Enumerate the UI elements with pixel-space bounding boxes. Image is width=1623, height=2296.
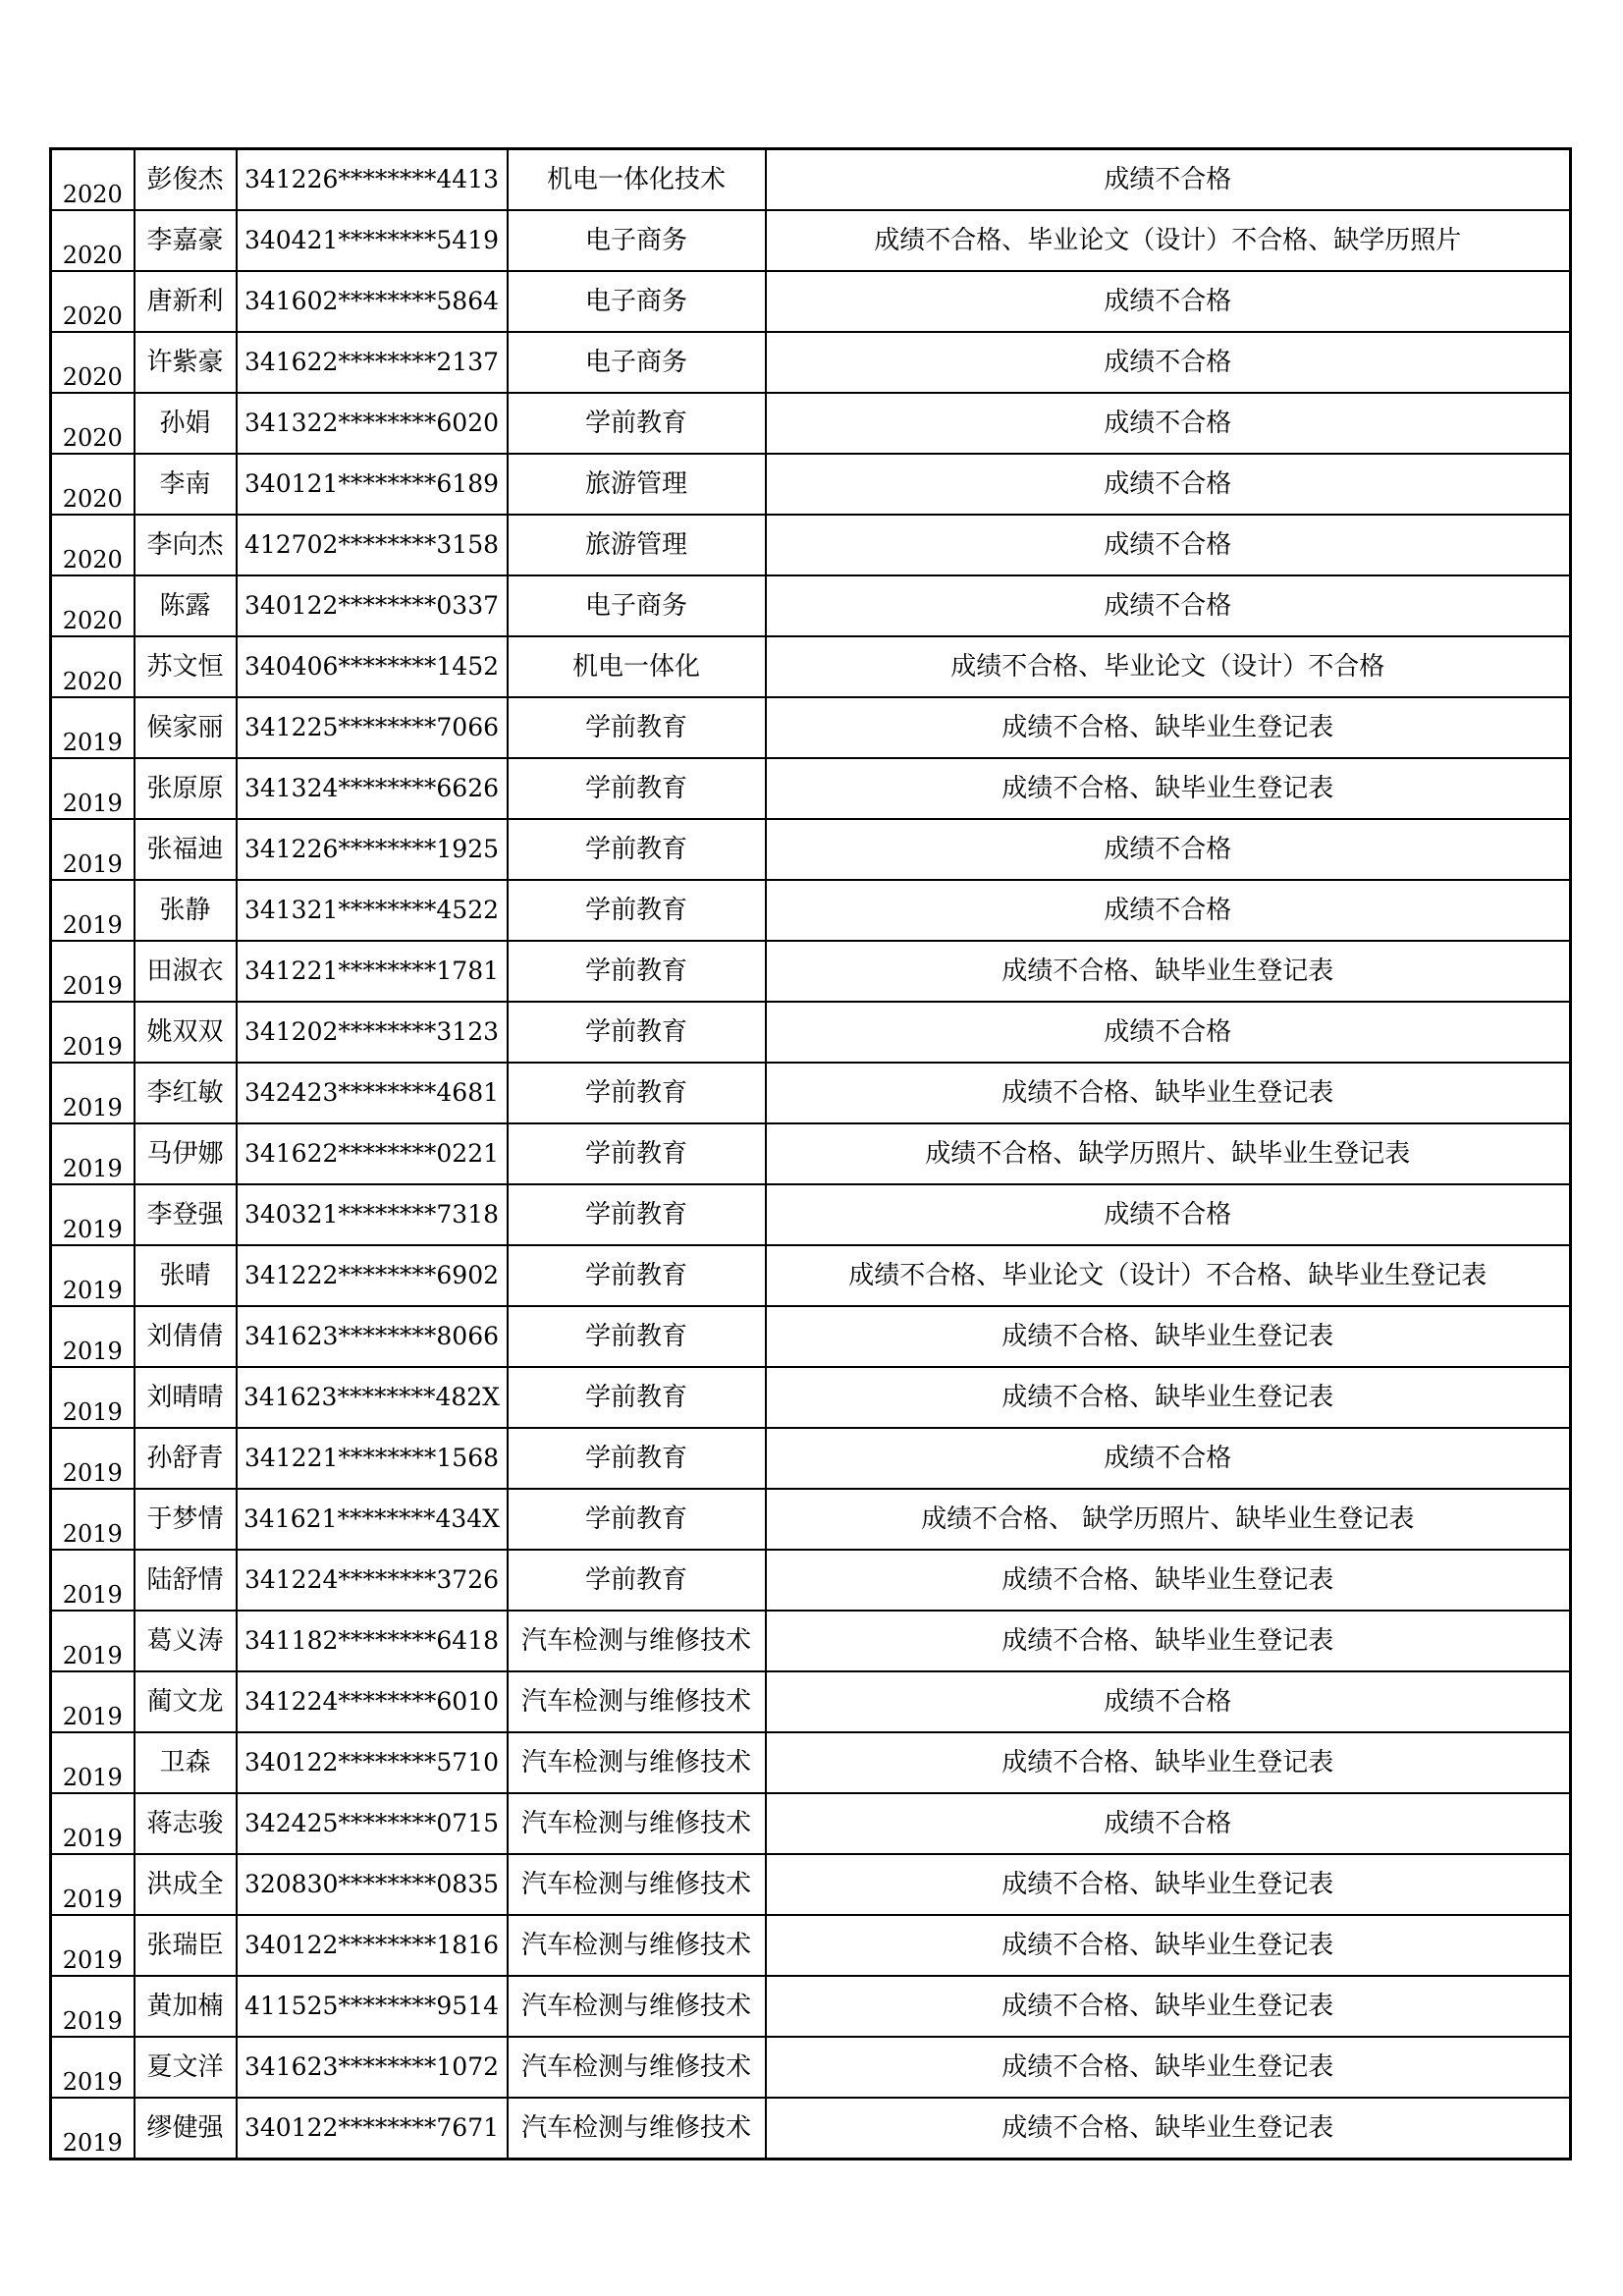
year-cell: 2019 [51,880,135,941]
reason-cell: 成绩不合格 [766,1671,1571,1732]
reason-cell: 成绩不合格、毕业论文（设计）不合格、缺学历照片 [766,210,1571,271]
id-number-cell: 340122********0337 [237,575,508,636]
table-row [51,1063,1571,1123]
year-cell: 2019 [51,1306,135,1367]
table-row [51,1245,1571,1306]
reason-cell: 成绩不合格、毕业论文（设计）不合格 [766,636,1571,697]
reason-cell: 成绩不合格、缺毕业生登记表 [766,1976,1571,2037]
id-number-cell: 341226********4413 [237,149,508,211]
reason-cell: 成绩不合格 [766,575,1571,636]
year-cell: 2019 [51,941,135,1002]
year-cell: 2019 [51,1245,135,1306]
id-number-cell: 341321********4522 [237,880,508,941]
id-number-cell: 341602********5864 [237,271,508,332]
id-number-cell: 320830********0835 [237,1854,508,1915]
name-cell: 李嘉豪 [135,210,237,271]
major-cell: 学前教育 [508,941,766,1002]
id-number-cell: 341622********0221 [237,1123,508,1184]
table-row [51,1367,1571,1428]
name-cell: 李登强 [135,1184,237,1245]
id-number-cell: 340122********5710 [237,1732,508,1793]
name-cell: 蒋志骏 [135,1793,237,1854]
table-row [51,941,1571,1002]
id-number-cell: 341224********3726 [237,1550,508,1611]
reason-cell: 成绩不合格、缺毕业生登记表 [766,1611,1571,1671]
year-cell: 2019 [51,1428,135,1489]
table-row [51,1123,1571,1184]
table-row [51,1854,1571,1915]
major-cell: 学前教育 [508,1123,766,1184]
major-cell: 汽车检测与维修技术 [508,2037,766,2098]
reason-cell: 成绩不合格、缺毕业生登记表 [766,1854,1571,1915]
id-number-cell: 340121********6189 [237,454,508,515]
major-cell: 电子商务 [508,271,766,332]
year-cell: 2019 [51,1611,135,1671]
reason-cell: 成绩不合格 [766,1184,1571,1245]
year-cell: 2019 [51,2037,135,2098]
table-row [51,210,1571,271]
table-row [51,697,1571,758]
major-cell: 学前教育 [508,758,766,819]
name-cell: 马伊娜 [135,1123,237,1184]
id-number-cell: 340122********1816 [237,1915,508,1976]
table-row [51,332,1571,393]
major-cell: 学前教育 [508,819,766,880]
major-cell: 学前教育 [508,1002,766,1063]
name-cell: 夏文洋 [135,2037,237,2098]
name-cell: 张晴 [135,1245,237,1306]
table-row [51,1671,1571,1732]
id-number-cell: 341324********6626 [237,758,508,819]
year-cell: 2020 [51,271,135,332]
year-cell: 2019 [51,1550,135,1611]
year-cell: 2019 [51,1793,135,1854]
id-number-cell: 342423********4681 [237,1063,508,1123]
table-row [51,1732,1571,1793]
reason-cell: 成绩不合格 [766,1793,1571,1854]
year-cell: 2019 [51,819,135,880]
major-cell: 机电一体化技术 [508,149,766,211]
reason-cell: 成绩不合格 [766,1002,1571,1063]
major-cell: 电子商务 [508,332,766,393]
id-number-cell: 341221********1781 [237,941,508,1002]
reason-cell: 成绩不合格 [766,271,1571,332]
major-cell: 学前教育 [508,1489,766,1550]
name-cell: 李红敏 [135,1063,237,1123]
reason-cell: 成绩不合格、 缺学历照片、缺毕业生登记表 [766,1489,1571,1550]
reason-cell: 成绩不合格、缺毕业生登记表 [766,1915,1571,1976]
reason-cell: 成绩不合格 [766,880,1571,941]
name-cell: 蔺文龙 [135,1671,237,1732]
table-row [51,271,1571,332]
id-number-cell: 341622********2137 [237,332,508,393]
table-row [51,880,1571,941]
reason-cell: 成绩不合格、毕业论文（设计）不合格、缺毕业生登记表 [766,1245,1571,1306]
major-cell: 旅游管理 [508,454,766,515]
year-cell: 2020 [51,575,135,636]
year-cell: 2019 [51,758,135,819]
reason-cell: 成绩不合格 [766,819,1571,880]
id-number-cell: 340421********5419 [237,210,508,271]
id-number-cell: 340406********1452 [237,636,508,697]
reason-cell: 成绩不合格、缺毕业生登记表 [766,2098,1571,2159]
reason-cell: 成绩不合格、缺毕业生登记表 [766,758,1571,819]
major-cell: 汽车检测与维修技术 [508,1854,766,1915]
name-cell: 田淑衣 [135,941,237,1002]
name-cell: 候家丽 [135,697,237,758]
major-cell: 电子商务 [508,210,766,271]
table-row [51,1793,1571,1854]
id-number-cell: 342425********0715 [237,1793,508,1854]
table-row [51,1550,1571,1611]
reason-cell: 成绩不合格、缺毕业生登记表 [766,941,1571,1002]
reason-cell: 成绩不合格、缺毕业生登记表 [766,697,1571,758]
name-cell: 孙娟 [135,393,237,454]
table-row [51,454,1571,515]
major-cell: 学前教育 [508,1184,766,1245]
table-row [51,1489,1571,1550]
year-cell: 2019 [51,1732,135,1793]
year-cell: 2019 [51,1184,135,1245]
major-cell: 汽车检测与维修技术 [508,1671,766,1732]
table-row [51,2098,1571,2159]
major-cell: 机电一体化 [508,636,766,697]
major-cell: 汽车检测与维修技术 [508,1793,766,1854]
major-cell: 学前教育 [508,1306,766,1367]
year-cell: 2019 [51,2098,135,2159]
name-cell: 于梦情 [135,1489,237,1550]
reason-cell: 成绩不合格、缺毕业生登记表 [766,1367,1571,1428]
name-cell: 张原原 [135,758,237,819]
table-row [51,1915,1571,1976]
name-cell: 卫森 [135,1732,237,1793]
reason-cell: 成绩不合格 [766,393,1571,454]
major-cell: 汽车检测与维修技术 [508,1732,766,1793]
id-number-cell: 340122********7671 [237,2098,508,2159]
name-cell: 姚双双 [135,1002,237,1063]
year-cell: 2020 [51,636,135,697]
table-row [51,819,1571,880]
name-cell: 缪健强 [135,2098,237,2159]
name-cell: 黄加楠 [135,1976,237,2037]
year-cell: 2019 [51,1976,135,2037]
reason-cell: 成绩不合格、缺毕业生登记表 [766,1732,1571,1793]
name-cell: 张静 [135,880,237,941]
name-cell: 陆舒情 [135,1550,237,1611]
id-number-cell: 341623********8066 [237,1306,508,1367]
table-row [51,1184,1571,1245]
major-cell: 汽车检测与维修技术 [508,1611,766,1671]
year-cell: 2019 [51,1489,135,1550]
student-failure-table [49,147,1572,2160]
name-cell: 张福迪 [135,819,237,880]
name-cell: 刘倩倩 [135,1306,237,1367]
table-row [51,515,1571,575]
year-cell: 2020 [51,393,135,454]
reason-cell: 成绩不合格 [766,332,1571,393]
id-number-cell: 341225********7066 [237,697,508,758]
id-number-cell: 341182********6418 [237,1611,508,1671]
name-cell: 洪成全 [135,1854,237,1915]
reason-cell: 成绩不合格、缺学历照片、缺毕业生登记表 [766,1123,1571,1184]
major-cell: 旅游管理 [508,515,766,575]
name-cell: 孙舒青 [135,1428,237,1489]
reason-cell: 成绩不合格、缺毕业生登记表 [766,1063,1571,1123]
name-cell: 许紫豪 [135,332,237,393]
id-number-cell: 341222********6902 [237,1245,508,1306]
major-cell: 汽车检测与维修技术 [508,1976,766,2037]
id-number-cell: 341202********3123 [237,1002,508,1063]
major-cell: 学前教育 [508,1550,766,1611]
year-cell: 2019 [51,1002,135,1063]
year-cell: 2019 [51,1063,135,1123]
reason-cell: 成绩不合格、缺毕业生登记表 [766,1550,1571,1611]
major-cell: 学前教育 [508,1428,766,1489]
year-cell: 2019 [51,697,135,758]
major-cell: 电子商务 [508,575,766,636]
table-row [51,1611,1571,1671]
table-row [51,2037,1571,2098]
major-cell: 学前教育 [508,1063,766,1123]
id-number-cell: 341322********6020 [237,393,508,454]
year-cell: 2020 [51,454,135,515]
name-cell: 苏文恒 [135,636,237,697]
table-row [51,575,1571,636]
table-row [51,758,1571,819]
table-row [51,1306,1571,1367]
major-cell: 学前教育 [508,1367,766,1428]
table-row [51,149,1571,211]
id-number-cell: 341623********1072 [237,2037,508,2098]
name-cell: 陈露 [135,575,237,636]
name-cell: 唐新利 [135,271,237,332]
name-cell: 彭俊杰 [135,149,237,211]
name-cell: 葛义涛 [135,1611,237,1671]
id-number-cell: 341226********1925 [237,819,508,880]
id-number-cell: 340321********7318 [237,1184,508,1245]
year-cell: 2019 [51,1915,135,1976]
year-cell: 2019 [51,1671,135,1732]
name-cell: 李南 [135,454,237,515]
id-number-cell: 341221********1568 [237,1428,508,1489]
major-cell: 学前教育 [508,880,766,941]
table-row [51,1976,1571,2037]
year-cell: 2019 [51,1854,135,1915]
major-cell: 汽车检测与维修技术 [508,2098,766,2159]
name-cell: 李向杰 [135,515,237,575]
table-row [51,393,1571,454]
year-cell: 2019 [51,1367,135,1428]
id-number-cell: 412702********3158 [237,515,508,575]
table-body [51,149,1571,2159]
reason-cell: 成绩不合格、缺毕业生登记表 [766,2037,1571,2098]
name-cell: 张瑞臣 [135,1915,237,1976]
table-row [51,636,1571,697]
year-cell: 2019 [51,1123,135,1184]
year-cell: 2020 [51,332,135,393]
reason-cell: 成绩不合格 [766,1428,1571,1489]
year-cell: 2020 [51,210,135,271]
id-number-cell: 341621********434X [237,1489,508,1550]
major-cell: 学前教育 [508,1245,766,1306]
reason-cell: 成绩不合格 [766,149,1571,211]
year-cell: 2020 [51,149,135,211]
major-cell: 汽车检测与维修技术 [508,1915,766,1976]
reason-cell: 成绩不合格 [766,454,1571,515]
major-cell: 学前教育 [508,393,766,454]
name-cell: 刘晴晴 [135,1367,237,1428]
id-number-cell: 411525********9514 [237,1976,508,2037]
reason-cell: 成绩不合格 [766,515,1571,575]
table-row [51,1428,1571,1489]
table-row [51,1002,1571,1063]
id-number-cell: 341224********6010 [237,1671,508,1732]
year-cell: 2020 [51,515,135,575]
reason-cell: 成绩不合格、缺毕业生登记表 [766,1306,1571,1367]
id-number-cell: 341623********482X [237,1367,508,1428]
major-cell: 学前教育 [508,697,766,758]
